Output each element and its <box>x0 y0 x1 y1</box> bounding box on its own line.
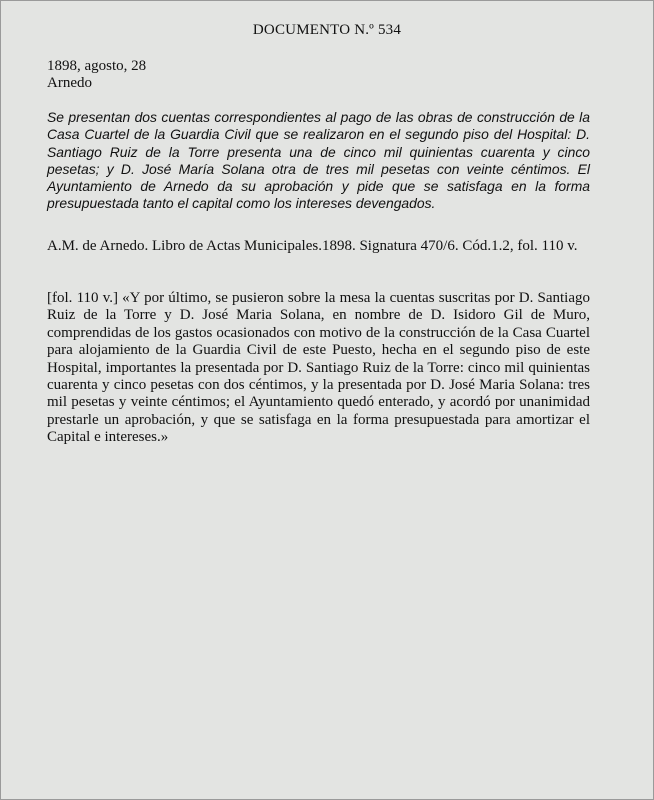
document-title: DOCUMENTO N.º 534 <box>252 22 402 38</box>
document-place: Arnedo <box>47 75 92 92</box>
document-header <box>47 58 590 93</box>
document-summary: Se presentan dos cuentas correspondientes al pago de las obras de construcción de la Casa Cuartel de la Guardia Civil que se realizaron en el segundo piso del Hospital: D. Santiago Ruiz de la Torre presenta una de cinco mil quinientas cuarenta y cinco pesetas; y D. José María Solana otra de tres mil pesetas con veinte céntimos. El Ayuntamiento de Arnedo da su aprobación y pide que se satisfaga en la forma presupuestada tanto el capital como los intereses devengados. <box>47 109 590 212</box>
document-transcription: [fol. 110 v.] «Y por último, se pusieron sobre la mesa la cuentas suscritas por D. Santiago Ruiz de la Torre y D. José Maria Solana, en nombre de D. Isidoro Gil de Muro, comprendidas de los gastos ocasionados con motivo de la construcción de la Casa Cuartel para alojamiento de la Guardia Civil de este Puesto, hecha en el segundo piso de este Hospital, importantes la presentada por D. Santiago Ruiz de la Torre: cinco mil quinientas cuarenta y cinco pesetas con dos céntimos, y la presentada por D. José Maria Solana: tres mil pesetas y veinte céntimos; el Ayuntamiento quedó enterado, y acordó por unanimidad prestarle un aprobación, y que se satisfaga en la forma presupuestada para amortizar el Capital e intereses.» <box>47 290 590 446</box>
document-source: A.M. de Arnedo. Libro de Actas Municipales.1898. Signatura 470/6. Cód.1.2, fol. 110 v. <box>47 238 578 254</box>
document-date: 1898, agosto, 28 <box>47 58 147 74</box>
